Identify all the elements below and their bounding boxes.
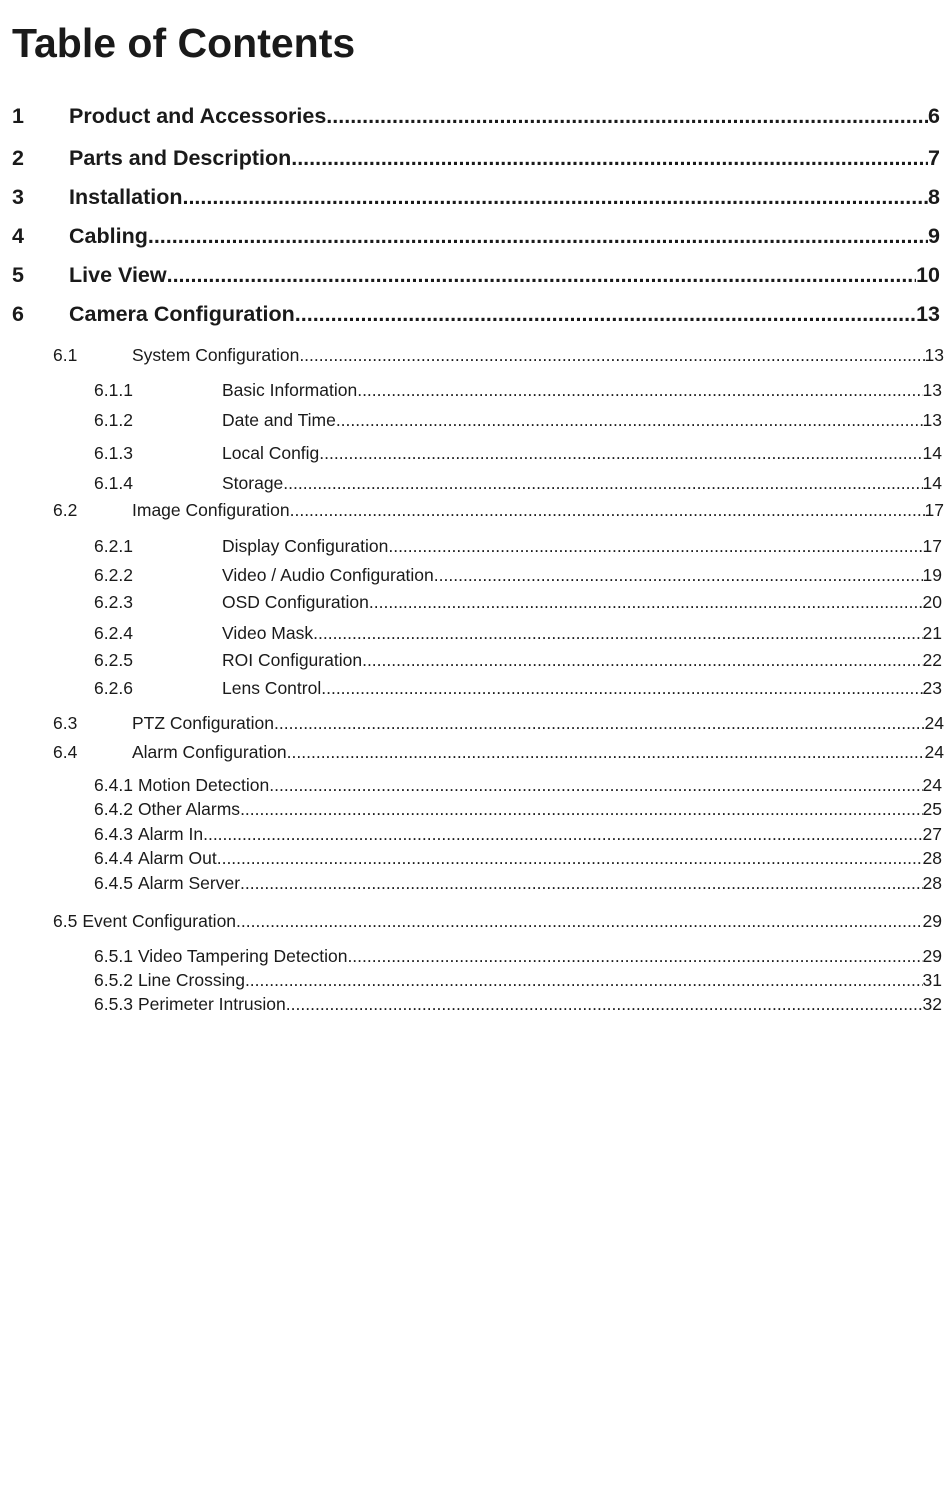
toc-number: 4 (12, 224, 24, 248)
toc-number: 6.2.4 (94, 623, 133, 643)
toc-leader (434, 563, 923, 587)
toc-page-number: 22 (922, 650, 942, 670)
toc-entry-6-1[interactable] (53, 343, 944, 367)
toc-title: PTZ Configuration (132, 713, 275, 733)
toc-leader (295, 299, 916, 329)
toc-leader (357, 378, 922, 402)
toc-leader (362, 648, 922, 672)
toc-number: 6.1.2 (94, 410, 133, 430)
toc-page-number: 13 (922, 380, 942, 400)
toc-leader (236, 909, 922, 933)
toc-title: Alarm Configuration (132, 742, 287, 762)
toc-page-number: 27 (922, 824, 942, 844)
toc-entry-6-2-1[interactable] (94, 534, 942, 558)
toc-title: Date and Time (222, 410, 336, 430)
toc-leader (245, 968, 923, 992)
toc-entry-6-5[interactable] (53, 909, 942, 933)
toc-title: Alarm Out (137, 848, 217, 868)
toc-number: 6.4.3 (94, 824, 133, 844)
toc-entry-6-4[interactable] (53, 740, 944, 764)
toc-page-number: 29 (922, 946, 942, 966)
toc-title: Motion Detection (137, 775, 270, 795)
toc-page-number: 6 (928, 104, 940, 128)
toc-number: 3 (12, 185, 24, 209)
toc-leader (269, 773, 922, 797)
toc-page-number: 32 (922, 994, 942, 1014)
toc-page-number: 9 (928, 224, 940, 248)
page-title: Table of Contents (12, 20, 356, 66)
toc-title: Lens Control (222, 678, 322, 698)
toc-number: 6.5.1 (94, 946, 133, 966)
toc-leader (388, 534, 922, 558)
toc-leader (369, 590, 923, 614)
toc-number: 6.2.6 (94, 678, 133, 698)
toc-leader (336, 408, 923, 432)
toc-entry-6-4-4[interactable] (94, 846, 942, 870)
toc-title: Installation (69, 185, 183, 209)
toc-entry-6-1-2[interactable] (94, 408, 942, 432)
toc-entry-6-1-4[interactable] (94, 471, 942, 495)
toc-entry-2[interactable] (12, 143, 940, 173)
toc-title: Perimeter Intrusion (137, 994, 286, 1014)
toc-title: Line Crossing (137, 970, 245, 990)
toc-entry-5[interactable] (12, 260, 940, 290)
toc-entry-6-2-4[interactable] (94, 621, 942, 645)
toc-entry-6-4-2[interactable] (94, 797, 942, 821)
toc-leader (286, 992, 923, 1016)
toc-entry-1[interactable] (12, 101, 940, 131)
toc-title: Storage (222, 473, 284, 493)
toc-title: Cabling (69, 224, 148, 248)
toc-number: 6.5.3 (94, 994, 133, 1014)
toc-page-number: 31 (922, 970, 942, 990)
toc-number: 6.4.5 (94, 873, 133, 893)
toc-entry-6-5-1[interactable] (94, 944, 942, 968)
toc-number: 5 (12, 263, 24, 287)
toc-entry-6-4-5[interactable] (94, 871, 942, 895)
toc-title: OSD Configuration (222, 592, 369, 612)
toc-title: ROI Configuration (222, 650, 363, 670)
toc-leader (347, 944, 922, 968)
toc-title: Video Mask (222, 623, 314, 643)
toc-number: 6.1.1 (94, 380, 133, 400)
toc-number: 6.1.4 (94, 473, 133, 493)
toc-number: 6.2.2 (94, 565, 133, 585)
toc-number: 6.4.4 (94, 848, 133, 868)
toc-leader (326, 101, 928, 131)
toc-page-number: 24 (922, 775, 942, 795)
toc-page-number: 8 (928, 185, 940, 209)
toc-title: Live View (69, 263, 167, 287)
toc-page-number: 7 (928, 146, 940, 170)
toc-page-number: 19 (922, 565, 942, 585)
toc-number: 2 (12, 146, 24, 170)
toc-page-number: 21 (922, 623, 942, 643)
toc-page-number: 14 (922, 443, 942, 463)
toc-leader (299, 343, 924, 367)
toc-leader (321, 676, 922, 700)
toc-entry-3[interactable] (12, 182, 940, 212)
toc-number: 6.2.5 (94, 650, 133, 670)
toc-title: Event Configuration (82, 911, 237, 931)
toc-number: 6 (12, 302, 24, 326)
toc-entry-6-1-1[interactable] (94, 378, 942, 402)
toc-entry-4[interactable] (12, 221, 940, 251)
toc-title: Video Tampering Detection (137, 946, 348, 966)
toc-page-number: 13 (924, 345, 944, 365)
toc-entry-6-1-3[interactable] (94, 441, 942, 465)
toc-leader (217, 846, 923, 870)
toc-title: Basic Information (222, 380, 358, 400)
toc-entry-6-2-6[interactable] (94, 676, 942, 700)
toc-entry-6-3[interactable] (53, 711, 944, 735)
toc-leader (274, 711, 925, 735)
toc-leader (148, 221, 928, 251)
toc-number: 6.1.3 (94, 443, 133, 463)
toc-title: System Configuration (132, 345, 300, 365)
toc-title: Display Configuration (222, 536, 389, 556)
toc-page-number: 28 (922, 873, 942, 893)
toc-page-number: 28 (922, 848, 942, 868)
toc-number: 6.2.3 (94, 592, 133, 612)
toc-entry-6-2-2[interactable] (94, 563, 942, 587)
toc-leader (240, 797, 922, 821)
toc-leader (290, 498, 925, 522)
toc-page-number: 13 (922, 410, 942, 430)
toc-leader (283, 471, 922, 495)
toc-entry-6-2[interactable] (53, 498, 944, 522)
toc-entry-6-5-2[interactable] (94, 968, 942, 992)
toc-page-number: 17 (922, 536, 942, 556)
toc-page-number: 24 (924, 742, 944, 762)
toc-entry-6-4-1[interactable] (94, 773, 942, 797)
toc-page-number: 20 (922, 592, 942, 612)
toc-leader (240, 871, 922, 895)
toc-page-number: 25 (922, 799, 942, 819)
toc-page-number: 17 (924, 500, 944, 520)
toc-number: 1 (12, 104, 24, 128)
toc-number: 6.4.2 (94, 799, 133, 819)
toc-page-number: 10 (916, 263, 940, 287)
toc-page-number: 24 (924, 713, 944, 733)
toc-entry-6[interactable] (12, 299, 940, 329)
toc-page-number: 23 (922, 678, 942, 698)
toc-leader (167, 260, 916, 290)
toc-leader (319, 441, 922, 465)
toc-leader (291, 143, 928, 173)
toc-title: Camera Configuration (69, 302, 295, 326)
toc-number: 6.5 (53, 911, 78, 931)
toc-number: 6.1 (53, 345, 78, 365)
toc-number: 6.5.2 (94, 970, 133, 990)
toc-title: Local Config (222, 443, 320, 463)
toc-title: Parts and Description (69, 146, 292, 170)
toc-entry-6-4-3[interactable] (94, 822, 942, 846)
toc-leader (182, 182, 928, 212)
toc-leader (313, 621, 922, 645)
toc-number: 6.2 (53, 500, 78, 520)
toc-title: Video / Audio Configuration (222, 565, 434, 585)
toc-page-number: 14 (922, 473, 942, 493)
toc-entry-6-5-3[interactable] (94, 992, 942, 1016)
toc-title: Image Configuration (132, 500, 290, 520)
toc-page-number: 13 (916, 302, 940, 326)
toc-entry-6-2-5[interactable] (94, 648, 942, 672)
toc-title: Other Alarms (137, 799, 241, 819)
toc-entry-6-2-3[interactable] (94, 590, 942, 614)
toc-number: 6.3 (53, 713, 78, 733)
toc-number: 6.4.1 (94, 775, 133, 795)
toc-number: 6.2.1 (94, 536, 133, 556)
toc-number: 6.4 (53, 742, 78, 762)
toc-title: Alarm In (137, 824, 204, 844)
toc-title: Product and Accessories (69, 104, 327, 128)
toc-title: Alarm Server (137, 873, 241, 893)
toc-leader (287, 740, 925, 764)
toc-page-number: 29 (922, 911, 942, 931)
toc-leader (203, 822, 922, 846)
